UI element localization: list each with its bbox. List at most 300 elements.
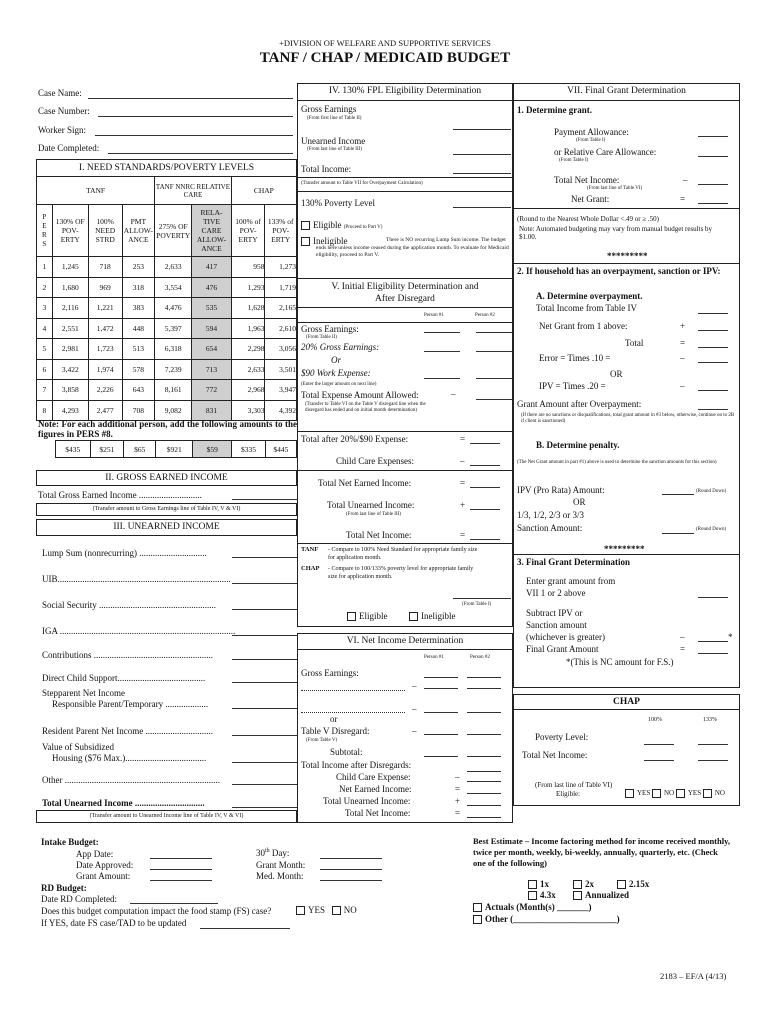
stepparent-label: Stepparent Net Income	[42, 688, 125, 698]
fs-updated-field[interactable]	[200, 928, 290, 929]
net-total-label: Total Net Income:	[345, 808, 411, 818]
actuals-row: Actuals (Month(s) _______)	[473, 902, 592, 912]
stepparent-field[interactable]	[232, 708, 297, 709]
initial-work-p1[interactable]	[424, 378, 460, 379]
fpl-eligible-checkbox[interactable]	[301, 221, 310, 230]
grant-amount-field[interactable]	[150, 880, 212, 881]
error-or: OR	[610, 369, 623, 379]
net-child-care-label: Child Care Expense:	[336, 772, 411, 782]
subtotal-p2[interactable]	[467, 756, 501, 757]
fpl-transfer-note: (Transfer amount to Table VII for Overpayment Calculation)	[301, 181, 423, 186]
med-month-field[interactable]	[320, 880, 382, 881]
app-date-field[interactable]	[150, 858, 212, 859]
contributions-label: Contributions .....................................................	[42, 650, 214, 660]
fpl-gross-field[interactable]	[453, 129, 511, 130]
nc-note: *(This is NC amount for F.S.)	[566, 657, 674, 667]
subtotal-p1[interactable]	[424, 756, 458, 757]
division-title: +DIVISION OF WELFARE AND SUPPORTIVE SERVICES	[279, 38, 491, 48]
chap-from-vi: (From last line of Table VI)	[535, 781, 613, 789]
worker-sign-label: Worker Sign:	[38, 125, 87, 135]
net-gross-p1[interactable]	[424, 677, 458, 678]
need-value: 2,116	[52, 298, 88, 319]
net-or: or	[330, 714, 338, 724]
final-grant-field[interactable]	[698, 653, 728, 654]
from-table-iv-field[interactable]	[698, 313, 728, 314]
col-275-header: 275% OF POVERTY	[155, 205, 192, 257]
net-unearned-label: Total Unearned Income:	[323, 796, 411, 806]
unearned-transfer-box: (Transfer amount to Unearned Income line of Table IV, V & VI)	[36, 810, 297, 823]
factor-annualized-checkbox[interactable]	[573, 891, 582, 900]
rd-completed-field[interactable]	[130, 903, 218, 904]
final-total-net-label: Total Net Income:	[554, 175, 620, 185]
grant-month-field[interactable]	[320, 869, 382, 870]
tanf-header: TANF	[37, 177, 155, 205]
col-pmt-header: PMT ALLOW-ANCE	[122, 205, 155, 257]
chap-no-100-checkbox[interactable]	[652, 789, 661, 798]
fs-no-checkbox[interactable]	[332, 906, 341, 915]
net-det-person1: Person #1	[424, 655, 444, 660]
fpl-poverty-label: 130% Poverty Level	[301, 198, 375, 208]
chap-net-133[interactable]	[698, 760, 728, 761]
initial-work-p2[interactable]	[476, 378, 512, 379]
need-value: 1,628	[231, 298, 265, 319]
after-disregards-label: Total Income after Disregards:	[301, 760, 412, 770]
case-number-field[interactable]	[98, 116, 293, 117]
need-value: 9,082	[155, 400, 192, 421]
initial-20pct-p1[interactable]	[424, 351, 460, 352]
initial-unearned-note: (From last line of Table III)	[346, 512, 401, 517]
subtract-ipv-field[interactable]	[698, 641, 728, 642]
budget-note: Note: Automated budgeting may vary from manual budget results by $1.00.	[519, 225, 713, 241]
chap-header: CHAP	[231, 177, 296, 205]
need-value: 1,293	[231, 277, 265, 298]
chap-yes-100-checkbox[interactable]	[625, 789, 634, 798]
total-label: Total	[625, 338, 644, 348]
fpl-total-field[interactable]	[453, 173, 511, 174]
need-value: 654	[192, 339, 231, 360]
initial-ineligible-row: Ineligible	[409, 611, 456, 621]
fpl-gross-label: Gross Earnings	[301, 104, 357, 114]
net-det-title: VI. Net Income Determination	[346, 636, 464, 646]
total-unearned-label: Total Unearned Income ...............................	[42, 798, 205, 808]
need-value: 3,056	[265, 339, 297, 360]
need-value: 2,165	[265, 298, 297, 319]
disregard-p2[interactable]	[467, 734, 501, 735]
net-earned-field[interactable]	[470, 487, 500, 488]
error-field[interactable]	[698, 362, 728, 363]
fpl-unearned-label: Unearned Income	[301, 136, 366, 146]
net-gross-p2[interactable]	[467, 677, 501, 678]
initial-unearned-field[interactable]	[470, 509, 500, 510]
other-row: Other (_______________________)	[473, 914, 620, 924]
initial-person1: Person #1	[424, 313, 444, 318]
factor-annualized: Annualized	[573, 890, 629, 900]
payment-from-t1: (From Table I)	[576, 138, 606, 143]
need-value: 3,422	[52, 359, 88, 380]
need-value: 1,974	[88, 359, 122, 380]
subtract-ipv-3: (whichever is greater)	[526, 632, 605, 642]
need-value: 2,981	[52, 339, 88, 360]
case-name-label: Case Name:	[38, 88, 82, 98]
case-name-field[interactable]	[88, 98, 293, 99]
need-value: 513	[122, 339, 155, 360]
need-value: 2,968	[231, 380, 265, 401]
child-support-label: Direct Child Support.......................................	[42, 673, 206, 683]
additional-note: Note: For each additional person, add the following amounts to the figures in PERS #8.	[38, 419, 297, 439]
uib-field[interactable]	[232, 583, 297, 584]
final-title: VII. Final Grant Determination	[567, 86, 686, 96]
pers-count: 7	[37, 380, 53, 401]
initial-larger-note: (Enter the larger amount on next line)	[301, 382, 377, 387]
need-value: 578	[122, 359, 155, 380]
fpl-unearned-field[interactable]	[453, 154, 511, 155]
actuals-checkbox[interactable]	[473, 903, 482, 912]
net-grant-label: Net Grant:	[571, 194, 610, 204]
tanf-compare-label: TANF	[301, 546, 319, 553]
need-value: 2,633	[155, 257, 192, 278]
additional-amount: $251	[90, 441, 123, 458]
col-130-header: 130% OF POV-ERTY	[52, 205, 88, 257]
need-value: 3,947	[265, 380, 297, 401]
stars-1: *********	[607, 251, 648, 261]
chap-compare-label: CHAP	[301, 565, 320, 572]
fpl-total-label: Total Income:	[301, 164, 352, 174]
initial-person2: Person #2	[475, 313, 495, 318]
overpayment-heading: 2. If household has an overpayment, sanction or IPV:	[517, 266, 721, 276]
final-determination-heading: 3. Final Grant Determination	[517, 557, 630, 567]
chap-poverty-133[interactable]	[698, 744, 728, 745]
initial-title-2: After Disregard	[375, 294, 435, 304]
need-row	[37, 277, 297, 298]
need-value: 1,273	[265, 257, 297, 278]
from-table-iv-label: Total Income from Table IV	[536, 303, 638, 313]
pers-count: 3	[37, 298, 53, 319]
need-value: 3,554	[155, 277, 192, 298]
contributions-field[interactable]	[232, 659, 297, 660]
net-earned-label: Total Net Earned Income:	[318, 478, 412, 488]
other-unearned-field[interactable]	[232, 784, 297, 785]
form-title: TANF / CHAP / MEDICAID BUDGET	[259, 50, 511, 66]
fpl-unearned-note: (From last line of Table III)	[307, 147, 362, 152]
round-down-1: (Round Down)	[696, 489, 727, 494]
net-gross-label: Gross Earnings:	[301, 668, 359, 678]
chap-poverty-label: Poverty Level:	[535, 732, 589, 742]
initial-net-field[interactable]	[470, 539, 500, 540]
rd-title: RD Budget:	[41, 883, 87, 893]
enter-grant-1: Enter grant amount from	[526, 576, 616, 586]
fpl-eligible-row: Eligible (Proceed to Part V)	[301, 220, 382, 231]
need-value: 1,719	[265, 277, 297, 298]
initial-gross-p2[interactable]	[476, 332, 512, 333]
final-grant-label: Final Grant Amount	[526, 644, 599, 654]
net-child-care-field[interactable]	[467, 781, 501, 782]
pers-count: 5	[37, 339, 53, 360]
day30-label: 30th Day:	[256, 848, 290, 858]
penalty-note: (The Net Grant amount in part #1) above is used to determine the sanction amounts for this section)	[517, 460, 717, 465]
chap-no-133-checkbox[interactable]	[703, 789, 712, 798]
determine-grant: 1. Determine grant.	[517, 105, 592, 115]
additional-amount: $59	[193, 441, 232, 458]
sanction-label: Sanction Amount:	[517, 523, 583, 533]
housing-field[interactable]	[232, 762, 297, 763]
sanction-field[interactable]	[662, 533, 694, 534]
tanf-compare-text: - Compare to 100% Need Standard for appropriate family size for application month.	[328, 547, 478, 561]
need-row	[37, 339, 297, 360]
factor-2x-checkbox[interactable]	[573, 880, 582, 889]
ipv-label: IPV = Times .20 =	[539, 381, 606, 391]
initial-eligible-row: Eligible	[347, 611, 388, 621]
need-row	[37, 400, 297, 421]
initial-gross-label: Gross Earnings:	[301, 324, 359, 334]
additional-amount: $335	[232, 441, 265, 458]
determine-overpayment: A. Determine overpayment.	[536, 291, 643, 301]
chap-poverty-100[interactable]	[644, 744, 674, 745]
grant-month-label: Grant Month:	[256, 860, 306, 870]
med-month-label: Med. Month:	[256, 871, 304, 881]
chap-title: CHAP	[613, 697, 640, 707]
gross-transfer-box: (Transfer amount to Gross Earnings line of Table IV, V & VI)	[36, 503, 297, 516]
total-unearned-field[interactable]	[232, 807, 297, 808]
day30-field[interactable]	[320, 858, 382, 859]
need-value: 1,680	[52, 277, 88, 298]
grant-above-field[interactable]	[698, 330, 728, 331]
need-value: 1,221	[88, 298, 122, 319]
need-value: 417	[192, 257, 231, 278]
iga-label: IGA ..............................................................................	[42, 626, 236, 636]
factor-43x: 4.3x	[528, 890, 556, 900]
need-value: 4,476	[155, 298, 192, 319]
need-value: 2,477	[88, 400, 122, 421]
intake-title: Intake Budget:	[41, 837, 99, 847]
child-care-label: Child Care Expenses:	[336, 456, 414, 466]
determine-penalty: B. Determine penalty.	[536, 440, 620, 450]
initial-title-1: V. Initial Eligibility Determination and	[331, 282, 479, 292]
subtotal-label: Subtotal:	[330, 747, 363, 757]
fpl-ineligible-checkbox[interactable]	[301, 237, 310, 246]
need-value: 969	[88, 277, 122, 298]
need-row	[37, 257, 297, 278]
subtract-ipv-1: Subtract IPV or	[526, 608, 583, 618]
fpl-poverty-field[interactable]	[453, 207, 511, 208]
iga-field[interactable]	[232, 635, 297, 636]
need-value: 4,392	[265, 400, 297, 421]
chap-net-100[interactable]	[644, 760, 674, 761]
additional-amount: $65	[124, 441, 156, 458]
payment-allowance-field[interactable]	[698, 136, 728, 137]
other-unearned-label: Other .....................................................................	[42, 775, 220, 785]
relative-care-label: or Relative Care Allowance:	[554, 147, 657, 157]
chap-100: 100%	[648, 717, 662, 723]
social-security-field[interactable]	[232, 609, 297, 610]
after-disregards-field[interactable]	[467, 771, 501, 772]
need-value: 2,226	[88, 380, 122, 401]
need-value: 2,610	[265, 318, 297, 339]
need-value: 5,397	[155, 318, 192, 339]
net-earned-income-field[interactable]	[467, 793, 501, 794]
col-chap100-header: 100% of POV-ERTY	[231, 205, 265, 257]
error-label: Error = Times .10 =	[539, 353, 611, 363]
additional-amount: $435	[56, 441, 91, 458]
initial-gross-note: (From Table II)	[306, 335, 337, 340]
need-value: 3,303	[231, 400, 265, 421]
need-value: 6,318	[155, 339, 192, 360]
ipv-pro-rata-label: IPV (Pro Rata) Amount:	[517, 485, 605, 495]
round-down-2: (Round Down)	[696, 527, 727, 532]
initial-20pct-label: 20% Gross Earnings:	[301, 342, 380, 352]
best-estimate-text: Best Estimate – Income factoring method for income received monthly, twice per month, weekly, bi-weekly, annually, quarterly, etc. (Check one of the following)	[473, 836, 731, 868]
resident-parent-field[interactable]	[232, 735, 297, 736]
factor-215x-checkbox[interactable]	[617, 880, 626, 889]
resident-parent-label: Resident Parent Net Income ..............................	[42, 726, 213, 736]
chap-133: 133%	[703, 717, 717, 723]
penalty-or: OR	[573, 497, 586, 507]
date-completed-label: Date Completed:	[38, 143, 100, 153]
gross-earned-title-box: II. GROSS EARNED INCOME	[36, 470, 297, 486]
housing-label: Housing ($76 Max.)....................................	[52, 753, 207, 763]
need-value: 958	[231, 257, 265, 278]
need-value: 708	[122, 400, 155, 421]
worker-sign-field[interactable]	[95, 135, 293, 136]
need-value: 772	[192, 380, 231, 401]
net-total-field[interactable]	[467, 817, 501, 818]
need-value: 1,245	[52, 257, 88, 278]
need-value: 1,723	[88, 339, 122, 360]
initial-total-exp-field[interactable]	[476, 399, 512, 400]
factor-2x: 2x	[573, 879, 594, 889]
need-value: 2,551	[52, 318, 88, 339]
need-row	[37, 359, 297, 380]
need-value: 318	[122, 277, 155, 298]
initial-ineligible-checkbox[interactable]	[409, 612, 418, 621]
chap-net-label: Total Net Income:	[522, 750, 588, 760]
col-relative-header: RELA-TIVE CARE ALLOW-ANCE	[192, 205, 231, 257]
fs-yes-checkbox[interactable]	[296, 906, 305, 915]
lump-sum-field[interactable]	[232, 557, 297, 558]
ipv-field[interactable]	[698, 390, 728, 391]
ipv-pro-rata-field[interactable]	[662, 494, 694, 495]
col-chap133-header: 133% of POV-ERTY	[265, 205, 297, 257]
initial-total-exp-label: Total Expense Amount Allowed:	[301, 390, 419, 400]
net-earned-income-label: Net Earned Income:	[339, 784, 412, 794]
after-overpayment-note: (If there are no sanctions or disqualifications, total grant amount in #3 below, otherwise, continue on to 2B if client is sanctioned)	[521, 413, 735, 424]
grant-above-label: Net Grant from 1 above:	[539, 321, 628, 331]
net-unearned-field[interactable]	[467, 805, 501, 806]
table-v-disregard-label: Table V Disregard:	[301, 726, 370, 736]
other-checkbox[interactable]	[473, 915, 482, 924]
pers-count: 4	[37, 318, 53, 339]
after-expense-label: Total after 20%/$90 Expense:	[301, 434, 409, 444]
chap-compare-text: - Compare to 100/133% poverty level for appropriate family size for application month.	[328, 566, 474, 580]
child-care-field[interactable]	[470, 465, 500, 466]
form-number: 2183 – EF/A (4/13)	[660, 971, 727, 981]
need-value: 383	[122, 298, 155, 319]
need-standards-title: I. NEED STANDARDS/POVERTY LEVELS	[37, 160, 297, 177]
round-note: (Round to the Nearest Whole Dollar <.49 or ≥ .50)	[517, 215, 659, 223]
after-overpayment-field[interactable]	[698, 409, 728, 410]
subsidized-label: Value of Subsidized	[42, 742, 114, 752]
chap-eligible-label: Eligible:	[556, 790, 581, 798]
fractions-label: 1/3, 1/2, 2/3 or 3/3	[517, 510, 584, 520]
col-100-header: 100% NEED STRD	[88, 205, 122, 257]
enter-grant-2: VII 1 or 2 above	[526, 588, 586, 598]
fpl-gross-note: (From first line of Table II)	[307, 116, 362, 121]
need-value: 718	[88, 257, 122, 278]
chap-yes-133-checkbox[interactable]	[676, 789, 685, 798]
initial-from-t1-field[interactable]	[453, 598, 511, 599]
uib-label: UIB.............................................................................	[42, 574, 231, 584]
initial-work-label: $90 Work Expense:	[301, 368, 371, 378]
initial-unearned-label: Total Unearned Income:	[327, 500, 415, 510]
responsible-parent-label: Responsible Parent/Temporary ...................	[52, 699, 209, 709]
need-row	[37, 380, 297, 401]
after-overpayment-label: Grant Amount after Overpayment:	[517, 399, 642, 409]
additional-amount: $921	[156, 441, 193, 458]
need-value: 2,298	[231, 339, 265, 360]
need-standards-table	[36, 159, 297, 421]
need-row	[37, 318, 297, 339]
fpl-ineligible-row: Ineligible	[301, 236, 348, 246]
need-value: 4,293	[52, 400, 88, 421]
stars-2: *********	[604, 544, 645, 554]
net-grant-field[interactable]	[698, 203, 728, 204]
need-value: 831	[192, 400, 231, 421]
initial-or: Or	[331, 355, 342, 365]
initial-eligible-checkbox[interactable]	[347, 612, 356, 621]
date-completed-field[interactable]	[108, 153, 293, 154]
fpl-ineligible-note: There is NO recurring Lump Sum income. The budget ends here unless income ceased during the application month. To evaluate for Medicaid eligibility, proceed to Part V.	[316, 237, 509, 258]
enter-grant-field[interactable]	[698, 597, 728, 598]
initial-gross-p1[interactable]	[424, 332, 460, 333]
net-det-person2: Person #2	[470, 655, 490, 660]
additional-table	[55, 440, 297, 458]
app-date-label: App Date:	[76, 849, 114, 859]
initial-20pct-p2[interactable]	[476, 351, 512, 352]
total-gross-field[interactable]	[232, 499, 297, 500]
initial-from-t1: (From Table I)	[462, 602, 492, 607]
final-from-vi: (From last line of Table VI)	[587, 186, 643, 191]
payment-allowance-label: Payment Allowance:	[554, 127, 629, 137]
initial-total-exp-note: (Transfer to Table VI on the Table V disregard line when the disregard has ended and on initial month determination)	[305, 402, 426, 413]
fpl-title: IV. 130% FPL Eligibility Determination	[328, 86, 482, 96]
need-value: 3,858	[52, 380, 88, 401]
date-approved-field[interactable]	[150, 869, 212, 870]
case-number-label: Case Number:	[38, 106, 90, 116]
pers-count: 6	[37, 359, 53, 380]
rd-completed-label: Date RD Completed:	[41, 894, 117, 904]
disregard-p1[interactable]	[424, 734, 458, 735]
need-value: 7,239	[155, 359, 192, 380]
after-expense-field[interactable]	[470, 443, 500, 444]
child-support-field[interactable]	[232, 682, 297, 683]
additional-amount: $445	[265, 441, 296, 458]
total-gross-label: Total Gross Earned Income ............................	[38, 490, 202, 500]
factor-43x-checkbox[interactable]	[528, 891, 537, 900]
initial-net-label: Total Net Income:	[346, 530, 412, 540]
net-from-v: (From Table V)	[306, 738, 338, 743]
pers-count: 8	[37, 400, 53, 421]
factor-1x-checkbox[interactable]	[528, 880, 537, 889]
total-field[interactable]	[698, 347, 728, 348]
need-value: 3,501	[265, 359, 297, 380]
relative-care-field[interactable]	[698, 156, 728, 157]
final-total-net-field[interactable]	[698, 184, 728, 185]
need-value: 8,161	[155, 380, 192, 401]
need-value: 1,472	[88, 318, 122, 339]
relative-from-t1: (From Table I)	[559, 158, 589, 163]
lump-sum-label: Lump Sum (nonrecurring) ..............................	[42, 548, 207, 558]
date-approved-label: Date Approved:	[76, 860, 134, 870]
need-value: 713	[192, 359, 231, 380]
